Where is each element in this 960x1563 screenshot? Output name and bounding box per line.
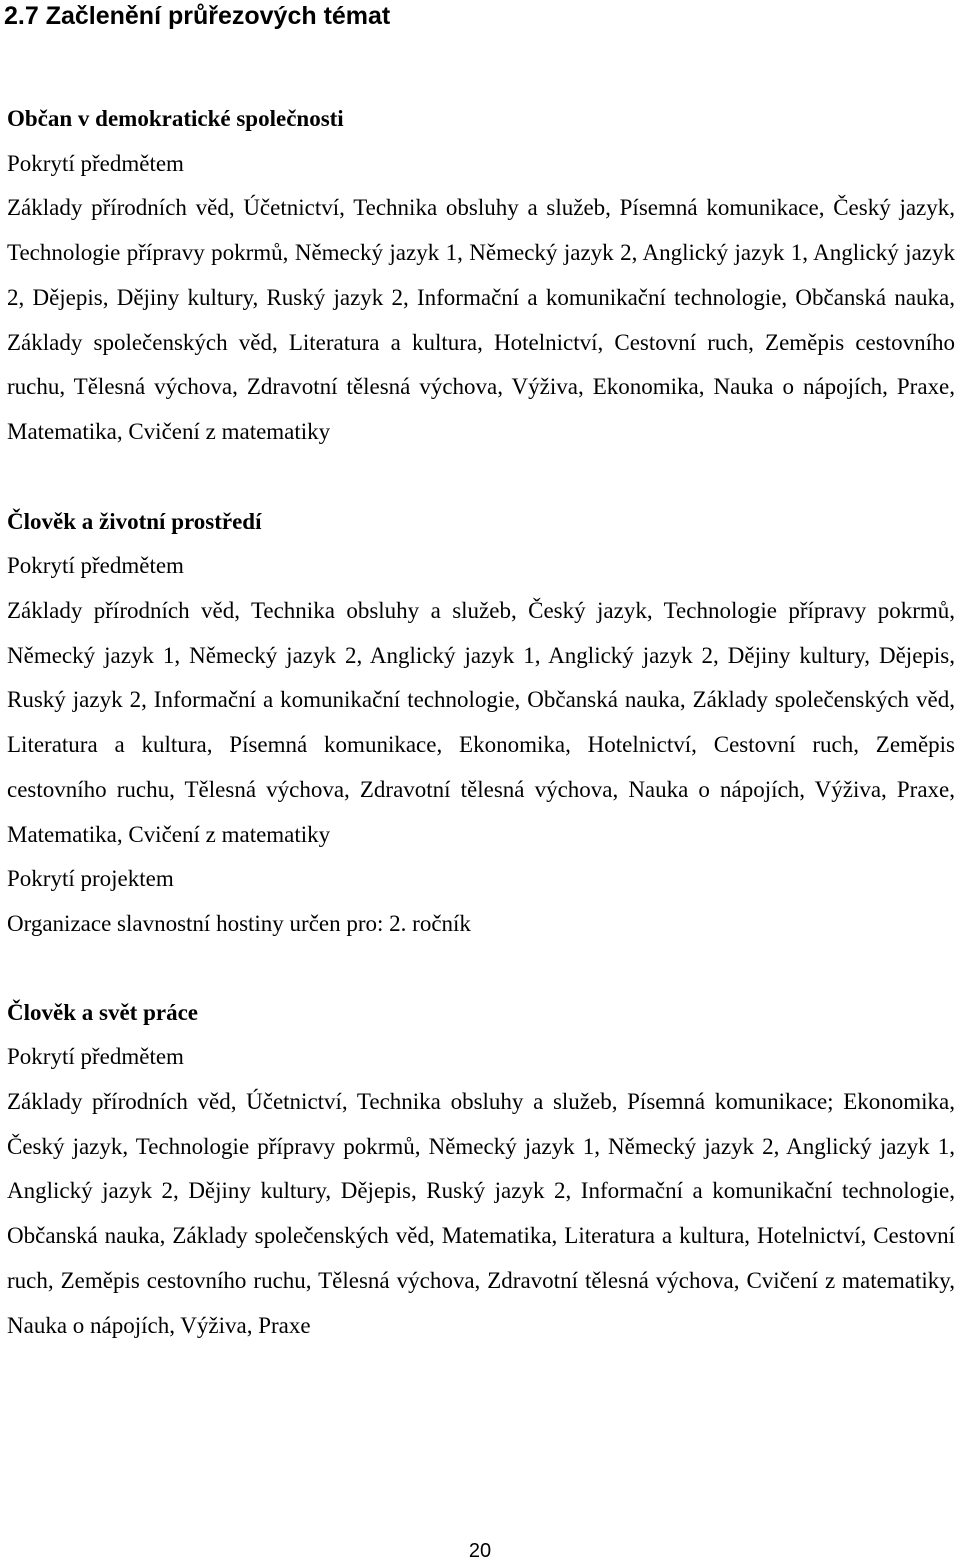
- section-human-and-world-of-work: [7, 991, 955, 1349]
- subject-list: Základy přírodních věd, Účetnictví, Technika obsluhy a služeb, Písemná komunikace, Český jazyk, Technologie přípravy pokrmů, Německý jazyk 1, Německý jazyk 2, Anglický jazyk 1, Anglický jazyk 2, Dějepis, Dějiny kultury, Ruský jazyk 2, Informační a komunikační technologie, Občanská nauka, Základy společenských věd, Literatura a kultura, Hotelnictví, Cestovní ruch, Zeměpis cestovního ruchu, Tělesná výchova, Zdravotní tělesná výchova, Výživa, Ekonomika, Nauka o nápojích, Praxe, Matematika, Cvičení z matematiky: [7, 195, 955, 444]
- section-heading: 2.7 Začlenění průřezových témat: [4, 2, 391, 30]
- section-title: Člověk a svět práce: [7, 999, 198, 1025]
- subject-coverage-label: Pokrytí předmětem: [7, 553, 184, 579]
- spacer: [7, 455, 955, 500]
- spacer: [7, 947, 955, 991]
- subject-coverage-label: Pokrytí předmětem: [7, 1044, 184, 1070]
- subject-coverage-label: Pokrytí předmětem: [7, 150, 184, 176]
- project-description: Organizace slavnostní hostiny určen pro: 2. ročník: [7, 910, 471, 936]
- project-coverage-label: Pokrytí projektem: [7, 866, 174, 892]
- subject-list: Základy přírodních věd, Účetnictví, Technika obsluhy a služeb, Písemná komunikace; Ekonomika, Český jazyk, Technologie přípravy pokrmů, Německý jazyk 1, Německý jazyk 2, Anglický jazyk 1, Anglický jazyk 2, Dějiny kultury, Dějepis, Ruský jazyk 2, Informační a komunikační technologie, Občanská nauka, Základy společenských věd, Matematika, Literatura a kultura, Hotelnictví, Cestovní ruch, Zeměpis cestovního ruchu, Tělesná výchova, Zdravotní tělesná výchova, Cvičení z matematiky, Nauka o nápojích, Výživa, Praxe: [7, 1089, 955, 1338]
- section-human-and-environment: [7, 500, 955, 947]
- subject-list: Základy přírodních věd, Technika obsluhy a služeb, Český jazyk, Technologie přípravy pokrmů, Německý jazyk 1, Německý jazyk 2, Anglický jazyk 1, Anglický jazyk 2, Dějiny kultury, Dějepis, Ruský jazyk 2, Informační a komunikační technologie, Občanská nauka, Základy společenských věd, Literatura a kultura, Písemná komunikace, Ekonomika, Hotelnictví, Cestovní ruch, Zeměpis cestovního ruchu, Tělesná výchova, Zdravotní tělesná výchova, Nauka o nápojích, Výživa, Praxe, Matematika, Cvičení z matematiky: [7, 598, 955, 847]
- section-title: Člověk a životní prostředí: [7, 508, 262, 534]
- page-number: 20: [468, 1540, 492, 1562]
- document-body: [7, 97, 955, 1348]
- section-citizen-in-democratic-society: [7, 97, 955, 455]
- section-title: Občan v demokratické společnosti: [7, 106, 344, 131]
